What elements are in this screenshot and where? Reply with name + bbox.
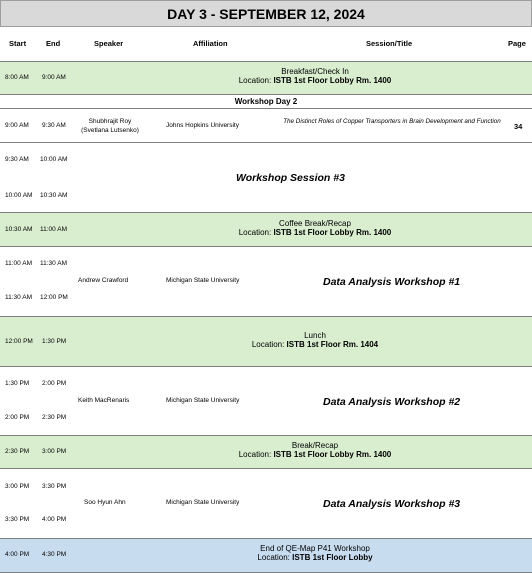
da3-affiliation: Michigan State University xyxy=(166,499,240,506)
talk1-speaker-name: Shubhrajit Roy xyxy=(88,118,132,125)
row-divider xyxy=(0,316,532,317)
lunch-start: 12:00 PM xyxy=(5,338,33,345)
lunch-title: Lunch xyxy=(304,331,326,340)
breakfast-start: 8:00 AM xyxy=(5,74,29,81)
lunch-block xyxy=(100,331,530,349)
breakfast-location: ISTB 1st Floor Lobby Rm. 1400 xyxy=(273,76,392,85)
location-label: Location: xyxy=(251,340,285,349)
row-divider xyxy=(0,435,532,436)
page-title: DAY 3 - SEPTEMBER 12, 2024 xyxy=(0,0,532,27)
coffee-title: Coffee Break/Recap xyxy=(279,219,351,228)
row-divider xyxy=(0,468,532,469)
break-end: 3:00 PM xyxy=(42,448,67,455)
column-header-speaker: Speaker xyxy=(94,39,124,48)
da3-start-2: 3:30 PM xyxy=(5,516,30,523)
coffee-location-line xyxy=(100,228,530,237)
talk1-start: 9:00 AM xyxy=(5,122,29,129)
lunch-location: ISTB 1st Floor Rm. 1404 xyxy=(286,340,379,349)
talk1-title: The Distinct Roles of Copper Transporters in Brain Development and Function xyxy=(283,118,501,125)
end-end: 4:30 PM xyxy=(42,551,67,558)
lunch-end: 1:30 PM xyxy=(42,338,67,345)
da3-end-1: 3:30 PM xyxy=(42,483,67,490)
end-title: End of QE-Map P41 Workshop xyxy=(260,544,370,553)
column-header-page: Page xyxy=(508,39,526,48)
coffee-block xyxy=(100,219,530,237)
row-divider xyxy=(0,246,532,247)
session3-title: Workshop Session #3 xyxy=(236,172,345,184)
end-location-line xyxy=(100,553,530,562)
break-location-line xyxy=(100,450,530,459)
column-header-start: Start xyxy=(9,39,27,48)
da1-speaker: Andrew Crawford xyxy=(78,277,129,284)
da2-title: Data Analysis Workshop #2 xyxy=(323,396,461,408)
da1-start-2: 11:30 AM xyxy=(5,294,32,301)
location-label: Location: xyxy=(257,553,290,562)
da1-affiliation: Michigan State University xyxy=(166,277,240,284)
session3-end-2: 10:30 AM xyxy=(40,192,68,199)
location-label: Location: xyxy=(238,76,272,85)
row-divider xyxy=(0,108,532,109)
location-label: Location: xyxy=(238,450,272,459)
da2-end-1: 2:00 PM xyxy=(42,380,67,387)
da3-start-1: 3:00 PM xyxy=(5,483,30,490)
da1-start-1: 11:00 AM xyxy=(5,260,32,267)
column-header-affiliation: Affiliation xyxy=(193,39,228,48)
row-divider xyxy=(0,94,532,95)
da2-start-2: 2:00 PM xyxy=(5,414,30,421)
location-label: Location: xyxy=(238,228,272,237)
da3-title: Data Analysis Workshop #3 xyxy=(323,498,461,510)
talk1-speaker-advisor: (Svetlana Lutsenko) xyxy=(81,127,139,134)
end-start: 4:00 PM xyxy=(5,551,30,558)
da1-end-2: 12:00 PM xyxy=(40,294,68,301)
end-block xyxy=(100,544,530,562)
da3-speaker: Soo Hyun Ahn xyxy=(84,499,126,506)
da2-affiliation: Michigan State University xyxy=(166,397,240,404)
breakfast-location-line xyxy=(100,76,530,85)
column-header-session: Session/Title xyxy=(366,39,413,48)
breakfast-end: 9:00 AM xyxy=(42,74,66,81)
breakfast-block xyxy=(100,67,530,85)
talk1-page: 34 xyxy=(514,122,523,131)
column-header-end: End xyxy=(46,39,61,48)
da2-speaker: Keith MacRenaris xyxy=(78,397,130,404)
da1-end-1: 11:30 AM xyxy=(40,260,67,267)
workshop-day-label: Workshop Day 2 xyxy=(234,97,298,106)
session3-end-1: 10:00 AM xyxy=(40,156,68,163)
lunch-location-line xyxy=(100,340,530,349)
break-block xyxy=(100,441,530,459)
break-location: ISTB 1st Floor Lobby Rm. 1400 xyxy=(273,450,392,459)
session3-start-2: 10:00 AM xyxy=(5,192,33,199)
coffee-start: 10:30 AM xyxy=(5,226,33,233)
row-divider xyxy=(0,366,532,367)
da1-title: Data Analysis Workshop #1 xyxy=(323,276,461,288)
row-divider xyxy=(0,212,532,213)
row-divider xyxy=(0,61,532,62)
end-location: ISTB 1st Floor Lobby xyxy=(292,553,373,562)
break-start: 2:30 PM xyxy=(5,448,30,455)
talk1-affiliation: Johns Hopkins University xyxy=(166,122,239,129)
da3-end-2: 4:00 PM xyxy=(42,516,67,523)
coffee-location: ISTB 1st Floor Lobby Rm. 1400 xyxy=(273,228,392,237)
coffee-end: 11:00 AM xyxy=(40,226,67,233)
talk1-end: 9:30 AM xyxy=(42,122,66,129)
talk1-speaker xyxy=(72,117,148,135)
da2-end-2: 2:30 PM xyxy=(42,414,67,421)
breakfast-title: Breakfast/Check In xyxy=(281,67,349,76)
break-title: Break/Recap xyxy=(291,441,339,450)
da2-start-1: 1:30 PM xyxy=(5,380,30,387)
row-divider xyxy=(0,142,532,143)
session3-start-1: 9:30 AM xyxy=(5,156,29,163)
row-divider xyxy=(0,538,532,539)
